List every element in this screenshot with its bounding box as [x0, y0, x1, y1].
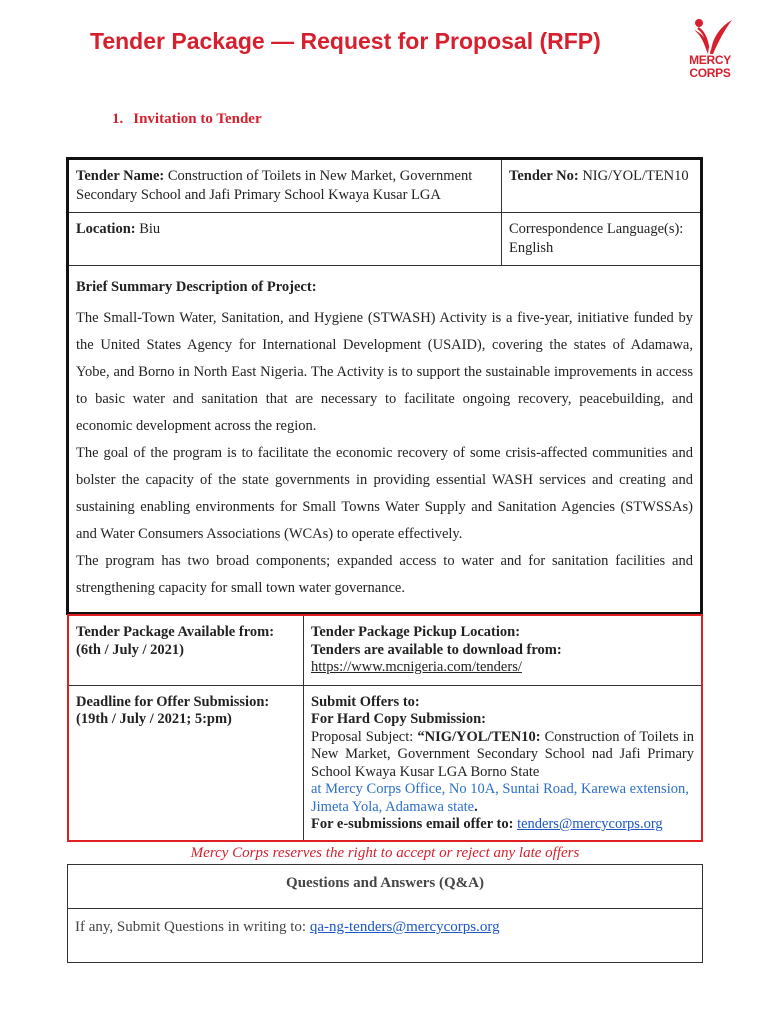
tender-name-value: Construction of Toilets in New Market, Government Secondary School and Jafi Primary School Kwaya Kusar LGA — [76, 168, 473, 203]
pickup-download-text: Tenders are available to download from: — [311, 641, 562, 658]
mercy-corps-leaf-icon — [680, 14, 740, 56]
submission-details-table — [67, 614, 703, 842]
hard-copy-label: For Hard Copy Submission: — [311, 711, 486, 727]
tender-name-cell — [68, 159, 502, 213]
language-value: English — [509, 240, 554, 256]
deadline-value: (19th / July / 2021; 5:pm) — [76, 711, 232, 727]
tenders-email-link[interactable]: tenders@mercycorps.org — [517, 816, 663, 832]
location-value: Biu — [135, 221, 161, 237]
summary-paragraph: The goal of the program is to facilitate the economic recovery of some crisis-affected communities and bolster the capacity of the state governments in providing essential WASH services and creating and sustaining enabling environments for Small Towns Water Supply and Sanitation Agencies (STWSSAs) and Water Consumers Associations (WCAs) to operate effectively. — [76, 445, 693, 542]
availability-date: (6th / July / 2021) — [76, 641, 184, 658]
section-heading — [112, 111, 272, 128]
office-address: at Mercy Corps Office, No 10A, Suntai Road, Karewa extension, Jimeta Yola, Adamawa state. — [311, 781, 689, 815]
project-summary-cell — [68, 266, 702, 614]
email-submission — [311, 816, 694, 834]
tender-number-label: Tender No: — [509, 168, 579, 184]
submit-offers-label: Submit Offers to: — [311, 693, 420, 710]
qa-instruction: If any, Submit Questions in writing to: — [75, 919, 310, 935]
qa-table — [67, 864, 703, 963]
deadline-cell — [68, 685, 304, 841]
mercy-corps-logo — [680, 14, 740, 84]
late-offers-notice: Mercy Corps reserves the right to accept or reject any late offers — [190, 845, 580, 861]
proposal-subject: Proposal Subject: “NIG/YOL/TEN10: Construction of Toilets in New Market, Government Secondary School nad Jafi Primary School Kwaya Kusar LGA Borno State — [311, 728, 694, 780]
summary-paragraph: The Small-Town Water, Sanitation, and Hygiene (STWASH) Activity is a five-year, initiative funded by the United States Agency for International Development (USAID), covering the states of Adamawa, Yobe, and Borno in North East Nigeria. The Activity is to support the sustainable improvements in access to basic water and sanitation that are necessary to facilitate ongoing recovery, peacebuilding, and economic development across the region. — [76, 310, 693, 434]
availability-label: Tender Package Available from: — [76, 624, 275, 640]
tender-name-label: Tender Name: — [76, 168, 165, 184]
tender-info-table — [66, 157, 703, 615]
email-submission-label: For e-submissions email offer to: — [311, 816, 518, 832]
section-title: Invitation to Tender — [133, 111, 262, 127]
language-cell — [502, 213, 702, 266]
submit-offers-cell — [304, 685, 703, 841]
qa-email-link[interactable]: qa-ng-tenders@mercycorps.org — [309, 919, 500, 935]
section-number: 1. — [112, 111, 124, 127]
summary-title: Brief Summary Description of Project: — [76, 279, 317, 295]
deadline-label: Deadline for Offer Submission: — [76, 693, 270, 710]
summary-paragraph: The program has two broad components; expanded access to water and for sanitation facilities and strengthening capacity for small town water governance. — [76, 553, 693, 596]
tender-number-value: NIG/YOL/TEN10 — [578, 168, 689, 184]
pickup-label: Tender Package Pickup Location: — [311, 624, 521, 640]
tender-number-cell — [502, 159, 702, 213]
location-label: Location: — [76, 221, 136, 237]
availability-cell — [68, 615, 304, 685]
document-title: Tender Package — Request for Proposal (RFP) — [90, 28, 601, 54]
location-cell — [68, 213, 502, 266]
qa-instruction-cell — [68, 909, 703, 963]
pickup-location-cell — [304, 615, 703, 685]
tenders-download-link[interactable]: https://www.mcnigeria.com/tenders/ — [311, 659, 522, 675]
logo-wordmark: MERCY CORPS — [689, 53, 731, 80]
language-label: Correspondence Language(s): — [509, 221, 684, 237]
qa-heading: Questions and Answers (Q&A) — [68, 865, 703, 909]
